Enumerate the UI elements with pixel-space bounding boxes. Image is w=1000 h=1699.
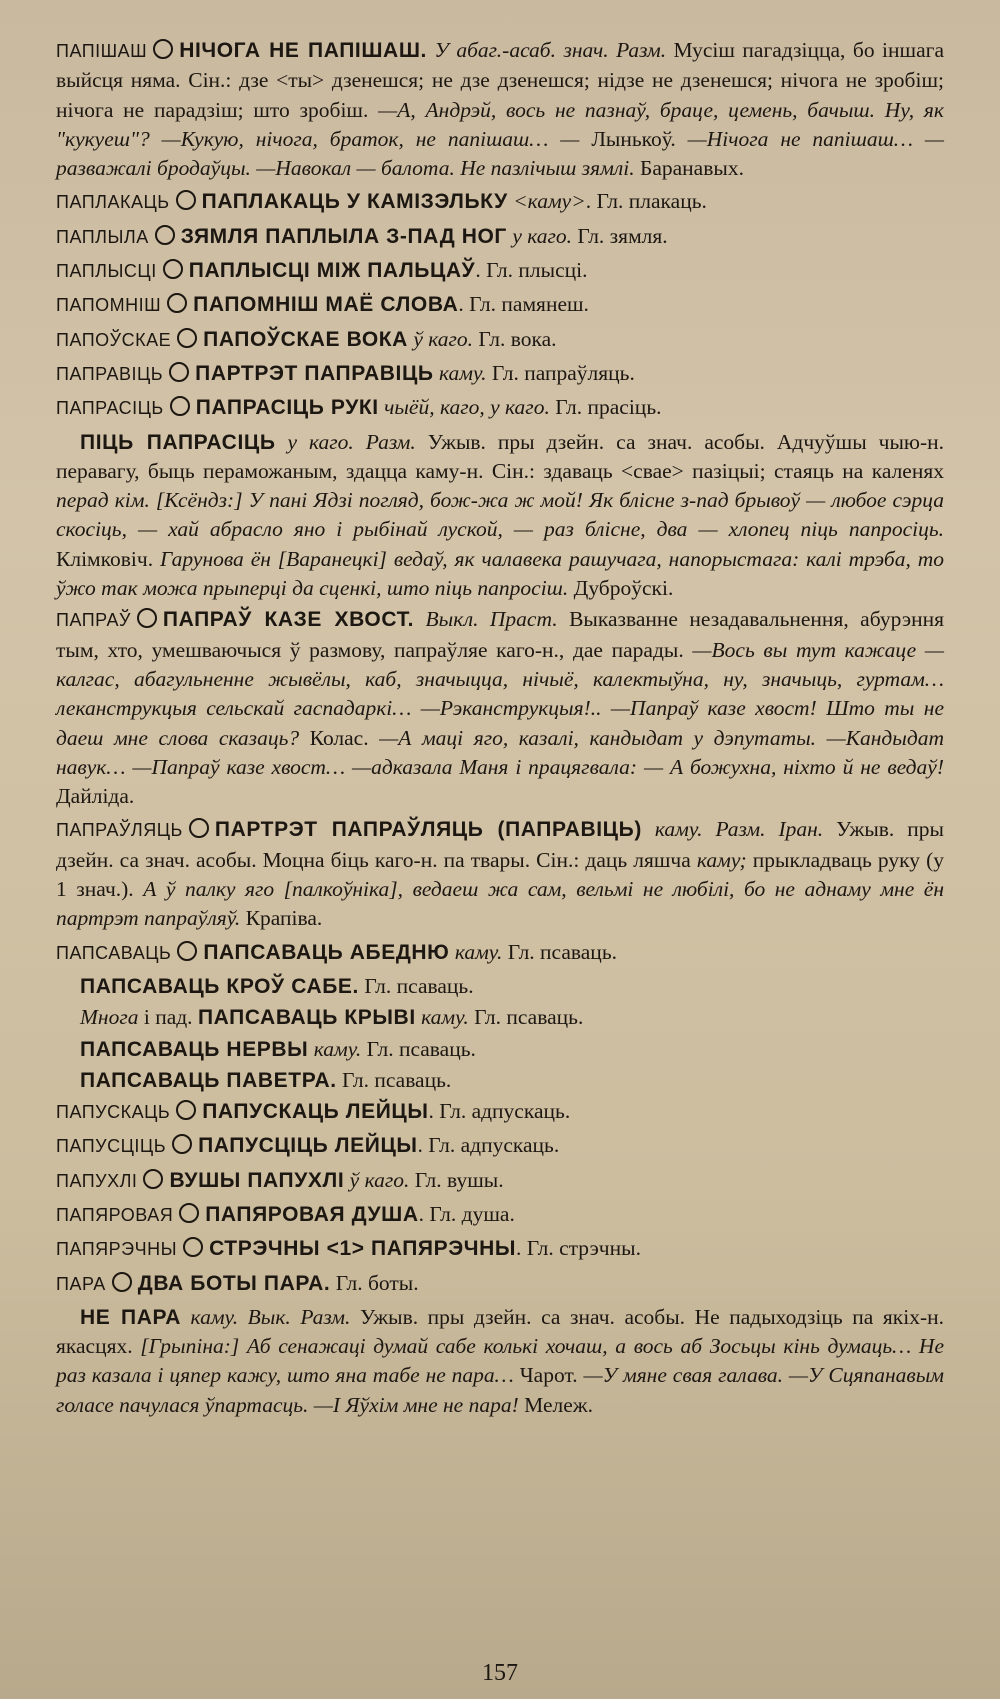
italic-text: Выкл. Праст.	[414, 607, 558, 632]
plain-text: Гл. зямля.	[572, 223, 668, 248]
plain-text: Дайліда.	[56, 784, 135, 809]
circle-icon	[183, 1237, 203, 1257]
plain-text: . Гл. памянеш.	[458, 292, 589, 317]
phrase: ПАПСАВАЦЬ КРЫВІ	[197, 1006, 416, 1030]
headword: ПАПУСЦІЦЬ	[56, 1136, 167, 1157]
plain-text: Ужыв. пры дзейн. са знач. асобы. Адчуўшы чыю-н. перавагу, быць пераможаным, здацца каму-н. Сін.: здаваць <свае> пазіцыі; стаяць на каленях	[56, 429, 944, 483]
italic-text: у каго.	[506, 223, 573, 248]
dictionary-subentry	[56, 1303, 944, 1420]
italic-text: —А, Андрэй, вось не пазнаў, браце, цемень, бачыш. Ну, як "кукуеш"? —Кукую, нічога, браток, не папішаш… —	[56, 97, 944, 151]
dictionary-entry	[56, 1097, 944, 1127]
plain-text: Гл. прасіць.	[549, 395, 662, 420]
circle-icon	[143, 1169, 163, 1189]
italic-text: А ў палку яго [палкоўніка], ведаеш жа сам, вельмі не любілі, бо не аднаму мне ён партрэт папраўляў.	[56, 877, 944, 931]
phrase: СТРЭЧНЫ <1> ПАПЯРЭЧНЫ	[209, 1237, 517, 1261]
circle-icon	[112, 1272, 132, 1292]
phrase: ЗЯМЛЯ ПАПЛЫЛА З-ПАД НОГ	[180, 224, 507, 248]
headword: ПАПЛАКАЦЬ	[56, 192, 170, 213]
plain-text: Ужыв. пры дзейн. са знач. асобы. Моцна біць каго-н. па твары. Сін.: даць ляшча	[56, 817, 944, 872]
circle-icon	[163, 259, 183, 279]
phrase: ПАПСАВАЦЬ НЕРВЫ	[80, 1037, 309, 1061]
plain-text: . Гл. стрэчны.	[516, 1236, 641, 1261]
headword: ПАПОЎСКАЕ	[56, 329, 172, 350]
italic-text: <каму>	[507, 189, 586, 214]
phrase: ПАПОМНІШ МАЁ СЛОВА	[193, 293, 459, 317]
phrase: ПАРТРЭТ ПАПРАЎЛЯЦЬ (ПАПРАВІЦЬ)	[214, 818, 642, 842]
phrase: НІЧОГА НЕ ПАПІШАШ.	[179, 39, 427, 62]
headword: ПАПРАЎЛЯЦЬ	[56, 820, 183, 841]
headword: ПАПІШАШ	[56, 41, 148, 61]
dictionary-entry	[56, 325, 944, 355]
phrase: НЕ ПАРА	[80, 1305, 181, 1329]
phrase: ПАПОЎСКАЕ ВОКА	[203, 327, 408, 351]
plain-text: . Гл. плакаць.	[585, 189, 707, 214]
circle-icon	[177, 941, 197, 961]
phrase: ПАПУСКАЦЬ ЛЕЙЦЫ	[202, 1100, 429, 1124]
plain-text: . Гл. адпускаць.	[417, 1133, 560, 1158]
dictionary-entry	[56, 938, 944, 968]
dictionary-entry	[56, 1269, 944, 1299]
circle-icon	[153, 39, 173, 59]
plain-text: Клімковіч.	[56, 546, 160, 571]
phrase: ПАРТРЭТ ПАПРАВІЦЬ	[195, 361, 434, 385]
circle-icon	[177, 328, 197, 348]
phrase: ПАПЛЫСЦІ МІЖ ПАЛЬЦАЎ	[188, 259, 476, 283]
italic-text: —Нічога не папішаш… — разважалі бродаўцы. —Навокал — балота. Не пазлічыш зямлі.	[56, 126, 945, 181]
headword: ПАПЛЫЛА	[56, 226, 149, 247]
headword: ПАРА	[56, 1273, 106, 1294]
headword: ПАПУСКАЦЬ	[56, 1102, 171, 1123]
italic-text: ў каго.	[407, 326, 474, 351]
circle-icon	[167, 293, 187, 313]
phrase: ДВА БОТЫ ПАРА.	[137, 1271, 331, 1295]
circle-icon	[176, 190, 196, 210]
italic-text: [Грыпіна:] Аб сенажаці думай сабе колькі хочаш, а вось аб Зосьцы кінь думаць… Не раз казала і цяпер кажу, што яна табе не пара…	[56, 1334, 944, 1388]
circle-icon	[189, 818, 209, 838]
dictionary-subentry	[56, 1035, 944, 1064]
phrase: ПАПРАСІЦЬ РУКІ	[195, 396, 379, 420]
headword: ПАПРАЎ	[56, 610, 131, 631]
italic-text: У абаг.-асаб. знач. Разм.	[426, 38, 667, 62]
italic-text: перад кім. [Ксёндз:] У пані Ядзі погляд, бож-жа ж мой! Як блісне з-пад брывоў — любое сэрца скосіць, — хай абрасло яно і рыбінай луской, — раз блісне, два — хлопец піць папросіць.	[56, 488, 944, 542]
italic-text: каму.	[415, 1005, 469, 1030]
headword: ПАПЛЫСЦІ	[56, 261, 157, 282]
dictionary-entry	[56, 393, 944, 423]
italic-text: —У мяне свая галава. —У Сцяпанавым голасе пачулася ўпартасць. —І Яўхім мне не пара!	[56, 1363, 944, 1417]
dictionary-entry	[56, 815, 944, 933]
plain-text: Колас.	[299, 725, 380, 750]
headword: ПАПУХЛІ	[56, 1170, 138, 1191]
dictionary-subentry	[56, 428, 944, 604]
dictionary-subentry	[56, 1003, 944, 1032]
plain-text: Выказванне незадавальнення, абурэння тым, хто, умешваючыся ў размову, папраўляе каго-н., дае парады.	[56, 607, 944, 662]
dictionary-entry	[56, 290, 944, 320]
circle-icon	[169, 362, 189, 382]
headword: ПАПОМНІШ	[56, 295, 162, 316]
plain-text: . Гл. плысці.	[475, 258, 588, 283]
circle-icon	[176, 1100, 196, 1120]
plain-text: прыкладваць руку (у 1 знач.).	[56, 847, 944, 902]
plain-text: Гл. псаваць.	[468, 1005, 584, 1030]
dictionary-entry	[56, 36, 944, 183]
dictionary-entry	[56, 1131, 944, 1161]
plain-text: Дуброўскі.	[568, 576, 674, 601]
italic-text: ў каго.	[344, 1167, 410, 1192]
headword: ПАПЯРЭЧНЫ	[56, 1239, 178, 1260]
phrase: ПАПЯРОВАЯ ДУША	[205, 1202, 419, 1226]
italic-text: каму.	[433, 360, 487, 385]
italic-text: каму. Разм. Іран.	[641, 817, 824, 842]
circle-icon	[170, 396, 190, 416]
phrase: ПАПСАВАЦЬ КРОЎ САБЕ.	[80, 974, 359, 998]
dictionary-entry	[56, 1234, 944, 1264]
italic-text: Многа	[80, 1005, 139, 1030]
phrase: ПАПРАЎ КАЗЕ ХВОСТ.	[162, 608, 415, 632]
circle-icon	[155, 225, 175, 245]
plain-text: Мележ.	[518, 1392, 594, 1417]
plain-text: Лынькоў.	[579, 126, 688, 151]
italic-text: у каго. Разм.	[275, 429, 416, 454]
plain-text: Крапіва.	[240, 906, 323, 931]
italic-text: каму.	[449, 939, 503, 964]
plain-text: Гл. папраўляць.	[486, 360, 635, 385]
phrase: ПАПСАВАЦЬ АБЕДНЮ	[203, 940, 450, 964]
plain-text: Ужыв. пры дзейн. са знач. асобы. Не падыходзіць па якіх-н. якасцях.	[56, 1304, 944, 1359]
italic-text: каму. Вык. Разм.	[180, 1304, 351, 1329]
dictionary-text	[56, 36, 944, 1422]
dictionary-entry	[56, 1166, 944, 1196]
plain-text: Гл. вушы.	[409, 1167, 504, 1192]
italic-text: Гарунова ён [Варанецкі] ведаў, як чалавека рашучага, напорыстага: калі трэба, то ўжо так можа прыперці да сценкі, што піць папросіш.	[56, 546, 944, 601]
headword: ПАПЯРОВАЯ	[56, 1204, 174, 1225]
plain-text: Баранавых.	[634, 156, 744, 181]
headword: ПАПРАВІЦЬ	[56, 363, 164, 384]
plain-text: Гл. вока.	[473, 326, 557, 351]
plain-text: Гл. псаваць.	[336, 1067, 452, 1092]
dictionary-entry	[56, 187, 944, 217]
plain-text: Мусіш пагадзіцца, бо іншага выйсця няма. Сін.: дзе <ты> дзенешся; не дзе дзенешся; нідзе не дзенешся; нічога не зробіш; нічога не парадзіш; што зробіш.	[56, 38, 944, 122]
italic-text: чыёй, каго, у каго.	[378, 395, 550, 420]
circle-icon	[137, 608, 157, 628]
phrase: ПІЦЬ ПАПРАСІЦЬ	[80, 430, 276, 454]
phrase: ПАПЛАКАЦЬ У КАМІЗЭЛЬКУ	[201, 190, 508, 214]
plain-text: Чарот.	[513, 1363, 584, 1388]
plain-text: Гл. боты.	[330, 1270, 419, 1295]
dictionary-entry	[56, 1200, 944, 1230]
phrase: ВУШЫ ПАПУХЛІ	[169, 1168, 345, 1192]
dictionary-entry	[56, 256, 944, 286]
dictionary-entry	[56, 359, 944, 389]
plain-text: Гл. псаваць.	[358, 973, 474, 998]
plain-text: Гл. псаваць.	[502, 939, 617, 964]
italic-text: каму;	[696, 847, 747, 872]
circle-icon	[179, 1203, 199, 1223]
dictionary-subentry	[56, 1066, 944, 1095]
headword: ПАПСАВАЦЬ	[56, 942, 172, 963]
italic-text: —Вось вы тут кажаце — калгас, абагульненне жывёлы, каб, значыцца, нічыё, калектыўна, ну, значыць, гуртам… леканструкцыя сельскай гаспадаркі… —Рэканструкцыя!.. —Папраў казе хвост! Што ты не даеш мне слова сказаць?	[56, 637, 944, 750]
page-number: 157	[482, 1660, 518, 1686]
dictionary-subentry	[56, 972, 944, 1001]
dictionary-entry	[56, 605, 944, 811]
italic-text: —А маці яго, казалі, кандыдат у дэпутаты. —Кандыдат навук… —Папраў казе хвост… —адказала Маня і працягвала: — А божухна, ніхто й не ведаў!	[56, 725, 944, 779]
phrase: ПАПУСЦІЦЬ ЛЕЙЦЫ	[198, 1134, 418, 1158]
plain-text: Гл. псаваць.	[361, 1036, 476, 1061]
plain-text: . Гл. душа.	[418, 1201, 515, 1226]
plain-text: і пад.	[138, 1005, 198, 1030]
dictionary-entry	[56, 222, 944, 252]
italic-text: каму.	[308, 1036, 362, 1061]
plain-text: . Гл. адпускаць.	[428, 1099, 571, 1124]
phrase: ПАПСАВАЦЬ ПАВЕТРА.	[80, 1068, 337, 1092]
circle-icon	[172, 1134, 192, 1154]
headword: ПАПРАСІЦЬ	[56, 398, 164, 419]
